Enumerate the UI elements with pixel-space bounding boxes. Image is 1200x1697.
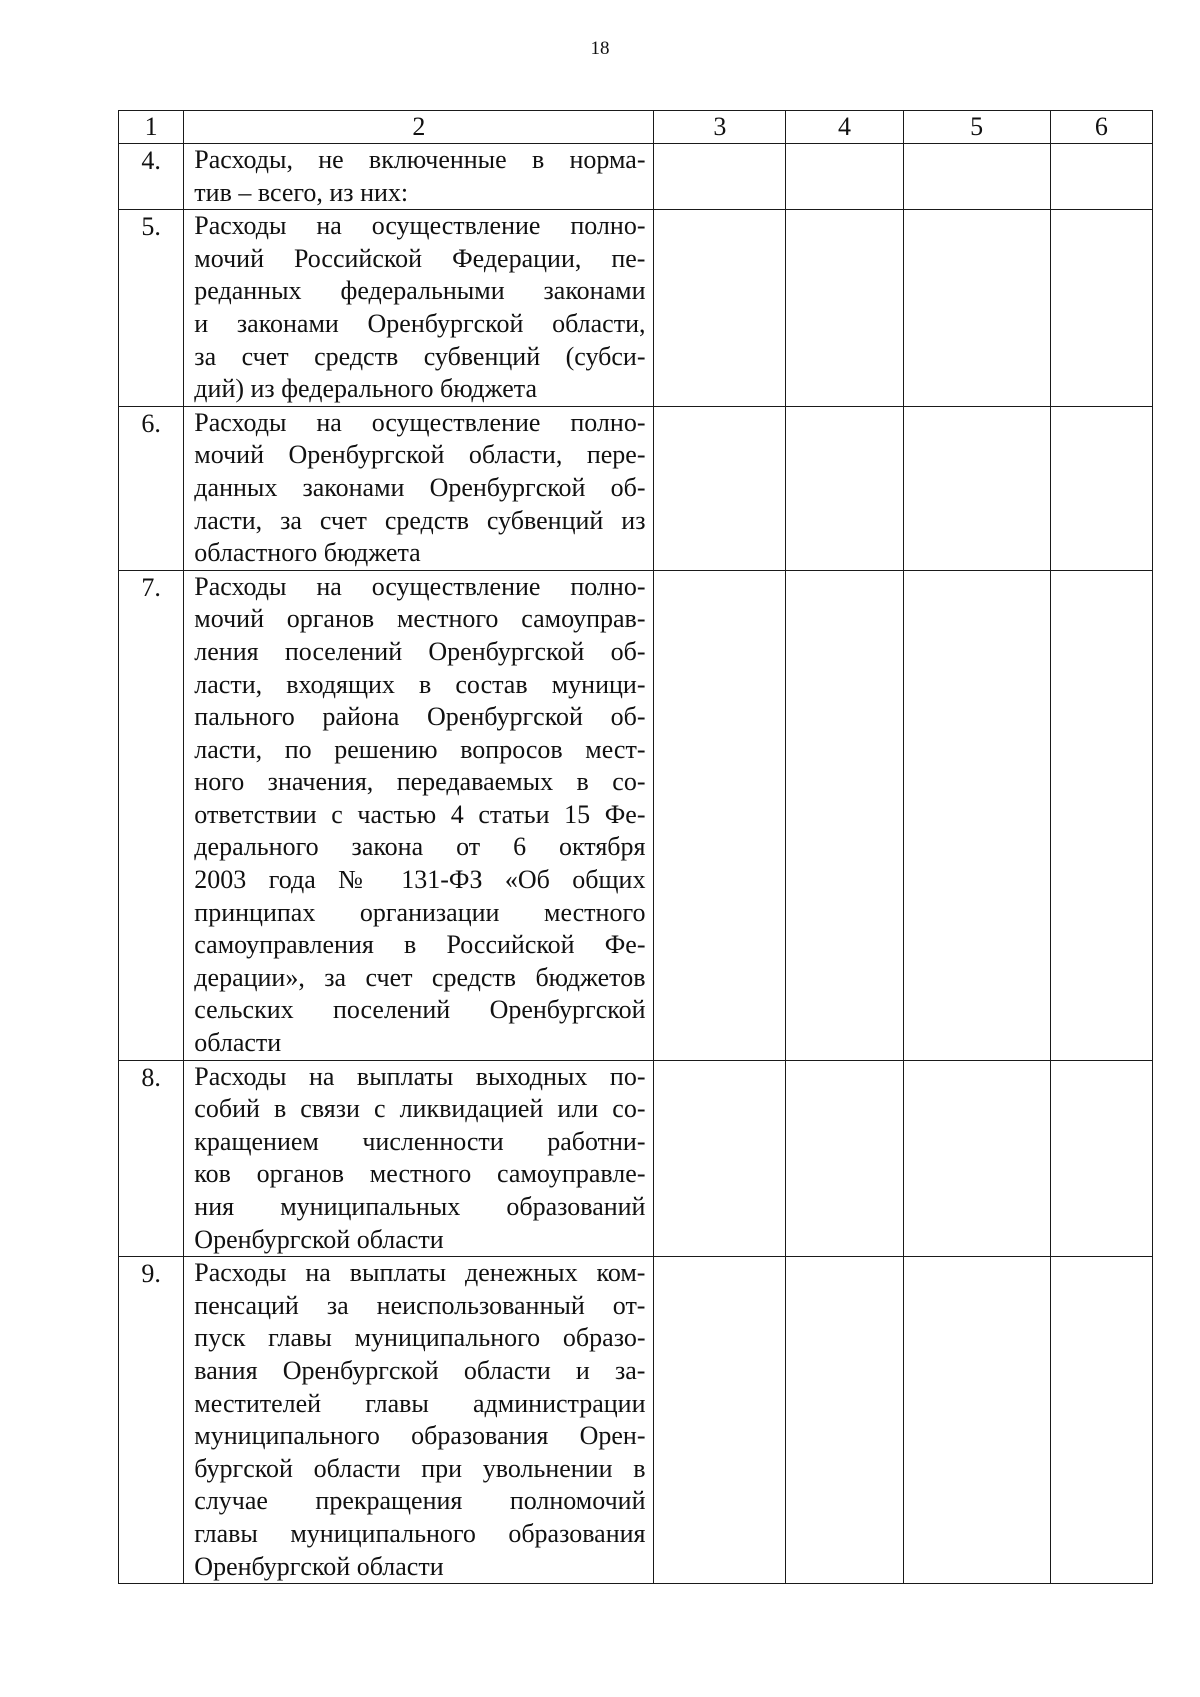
row-number: 5. [119,210,184,407]
description-line: ния муниципальных образований [194,1192,646,1221]
description-line: ласти, по решению вопросов мест- [194,734,646,764]
description-line: ного значения, передаваемых в со- [194,767,646,797]
column-header: 5 [903,111,1050,144]
description-line: Расходы на осуществление полно- [194,571,646,601]
value-cell [654,406,786,570]
column-header: 4 [786,111,904,144]
description-line: сельских поселений Оренбургской [194,995,646,1025]
description-line: бургской области при увольнении в [194,1453,646,1483]
page-number: 18 [590,38,610,59]
value-cell [786,406,904,570]
description-line: мочий органов местного самоуправ- [194,604,646,634]
table-header-row [119,111,1153,144]
value-cell [903,210,1050,407]
description-line: Расходы на осуществление полно- [194,407,646,437]
row-number: 8. [119,1060,184,1257]
value-cell [1050,406,1152,570]
description-line: ответствии с частью 4 статьи 15 Фе- [194,799,646,829]
description-line: мочий Российской Федерации, пе- [194,243,646,273]
description-line: ласти, входящих в состав муници- [194,669,646,699]
description-line: реданных федеральными законами [194,276,646,306]
description-line: Расходы на осуществление полно- [194,211,646,241]
value-cell [654,1060,786,1257]
description-line: дий) из федерального бюджета [194,374,537,404]
value-cell [786,144,904,210]
value-cell [786,1060,904,1257]
description-line: Расходы на выплаты выходных по- [194,1061,646,1091]
value-cell [1050,210,1152,407]
expense-description [184,570,654,1060]
value-cell [786,1257,904,1584]
description-line: самоуправления в Российской Фе- [194,930,646,960]
description-line: ков органов местного самоуправле- [194,1159,646,1189]
description-line: ления поселений Оренбургской об- [194,636,646,666]
description-line: области [194,1028,282,1058]
description-line: ласти, за счет средств субвенций из [194,505,646,535]
value-cell [1050,570,1152,1060]
expense-description [184,144,654,210]
row-number: 6. [119,406,184,570]
value-cell [786,570,904,1060]
value-cell [786,210,904,407]
value-cell [654,210,786,407]
expense-description [184,1257,654,1584]
description-line: дерации», за счет средств бюджетов [194,962,646,992]
table-row [119,144,1153,210]
description-line: пального района Оренбургской об- [194,702,646,732]
column-header: 6 [1050,111,1152,144]
table-body [119,144,1153,1584]
description-line: Оренбургской области [194,1224,444,1254]
row-number: 9. [119,1257,184,1584]
description-line: муниципального образования Орен- [194,1421,646,1451]
row-number: 4. [119,144,184,210]
value-cell [654,570,786,1060]
description-line: областного бюджета [194,538,421,568]
description-line: Расходы на выплаты денежных ком- [194,1258,646,1288]
description-line: Оренбургской области [194,1551,444,1581]
description-line: мочий Оренбургской области, пере- [194,440,646,470]
table-row [119,406,1153,570]
table-row [119,1257,1153,1584]
description-line: тив – всего, из них: [194,177,409,207]
table-row [119,570,1153,1060]
column-header: 3 [654,111,786,144]
table-row [119,1060,1153,1257]
expense-table [118,110,1153,1584]
description-line: местителей главы администрации [194,1388,646,1418]
value-cell [903,570,1050,1060]
column-header: 2 [184,111,654,144]
description-line: вания Оренбургской области и за- [194,1355,646,1385]
expense-description [184,406,654,570]
value-cell [903,1060,1050,1257]
description-line: и законами Оренбургской области, [194,308,646,338]
expense-description [184,1060,654,1257]
value-cell [903,144,1050,210]
description-line: данных законами Оренбургской об- [194,472,646,502]
value-cell [654,1257,786,1584]
value-cell [654,144,786,210]
value-cell [903,406,1050,570]
value-cell [1050,144,1152,210]
description-line: собий в связи с ликвидацией или со- [194,1094,646,1124]
row-number: 7. [119,570,184,1060]
expense-description [184,210,654,407]
description-line: за счет средств субвенций (субси- [194,341,646,371]
description-line: Расходы, не включенные в норма- [194,145,646,174]
description-line: пуск главы муниципального образо- [194,1323,646,1353]
value-cell [1050,1257,1152,1584]
value-cell [903,1257,1050,1584]
column-header: 1 [119,111,184,144]
description-line: кращением численности работни- [194,1126,646,1156]
description-line: главы муниципального образования [194,1518,646,1548]
value-cell [1050,1060,1152,1257]
description-line: 2003 года № 131-ФЗ «Об общих [194,865,646,895]
description-line: принципах организации местного [194,897,646,927]
table-row [119,210,1153,407]
description-line: пенсаций за неиспользованный от- [194,1290,646,1320]
description-line: дерального закона от 6 октября [194,832,646,862]
description-line: случае прекращения полномочий [194,1486,646,1516]
